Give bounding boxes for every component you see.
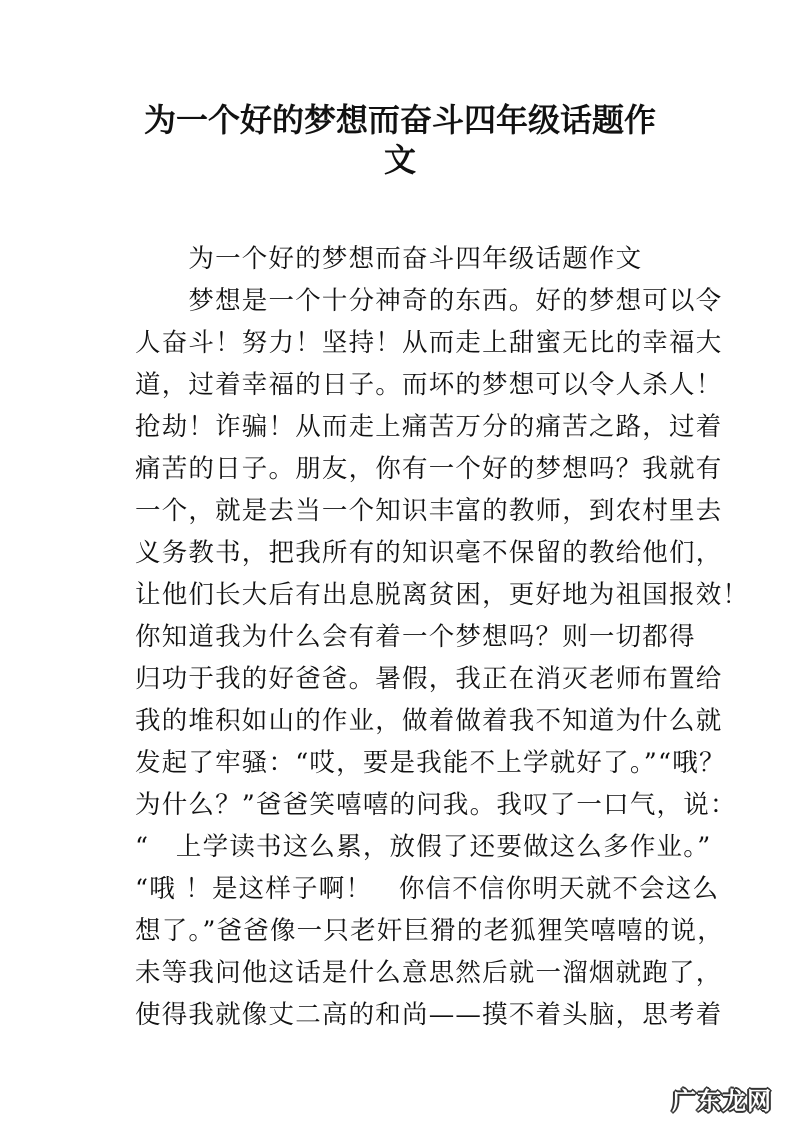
body-text-line: 归功于我的好爸爸。暑假，我正在消灭老师布置给 — [135, 664, 723, 694]
watermark-logo: 广东龙网 — [672, 1087, 772, 1115]
body-text-line: 发起了牢骚：“哎，要是我能不上学就好了。”“哦？ — [135, 748, 726, 778]
body-text-line: 让他们长大后有出息脱离贫困，更好地为祖国报效！ — [135, 580, 750, 610]
body-text-line: 人奋斗！努力！坚持！从而走上甜蜜无比的幸福大 — [135, 328, 723, 358]
body-text-line: 道，过着幸福的日子。而坏的梦想可以令人杀人！ — [135, 370, 723, 400]
body-text-line: 为什么？”爸爸笑嘻嘻的问我。我叹了一口气，说： — [135, 790, 737, 820]
document-title-line-1: 为一个好的梦想而奋斗四年级话题作 — [143, 101, 656, 139]
body-text-line: 使得我就像丈二高的和尚——摸不着头脑，思考着 — [135, 1000, 723, 1030]
body-text-line: 未等我问他这话是什么意思然后就一溜烟就跑了， — [135, 958, 723, 988]
body-text-line: 抢劫！诈骗！从而走上痛苦万分的痛苦之路，过着 — [135, 412, 723, 442]
body-text-line: 一个，就是去当一个知识丰富的教师，到农村里去 — [135, 496, 723, 526]
body-text-line: 想了。”爸爸像一只老奸巨猾的老狐狸笑嘻嘻的说， — [135, 916, 724, 946]
body-text-line: 你知道我为什么会有着一个梦想吗？则一切都得 — [135, 622, 696, 652]
body-text-line: “哦 ！是这样子啊！ 你信不信你明天就不会这么 — [135, 874, 720, 904]
document-body — [135, 238, 750, 1036]
body-text-line: 义务教书，把我所有的知识毫不保留的教给他们， — [135, 538, 723, 568]
body-text-line: “ 上学读书这么累，放假了还要做这么多作业。” — [135, 832, 712, 862]
body-text-line: 痛苦的日子。朋友，你有一个好的梦想吗？我就有 — [135, 454, 723, 484]
body-text-line: 为一个好的梦想而奋斗四年级话题作文 — [135, 244, 643, 274]
document-title-line-2: 文 — [383, 141, 416, 179]
body-text-line: 我的堆积如山的作业，做着做着我不知道为什么就 — [135, 706, 723, 736]
body-text-line: 梦想是一个十分神奇的东西。好的梦想可以令 — [135, 286, 723, 316]
